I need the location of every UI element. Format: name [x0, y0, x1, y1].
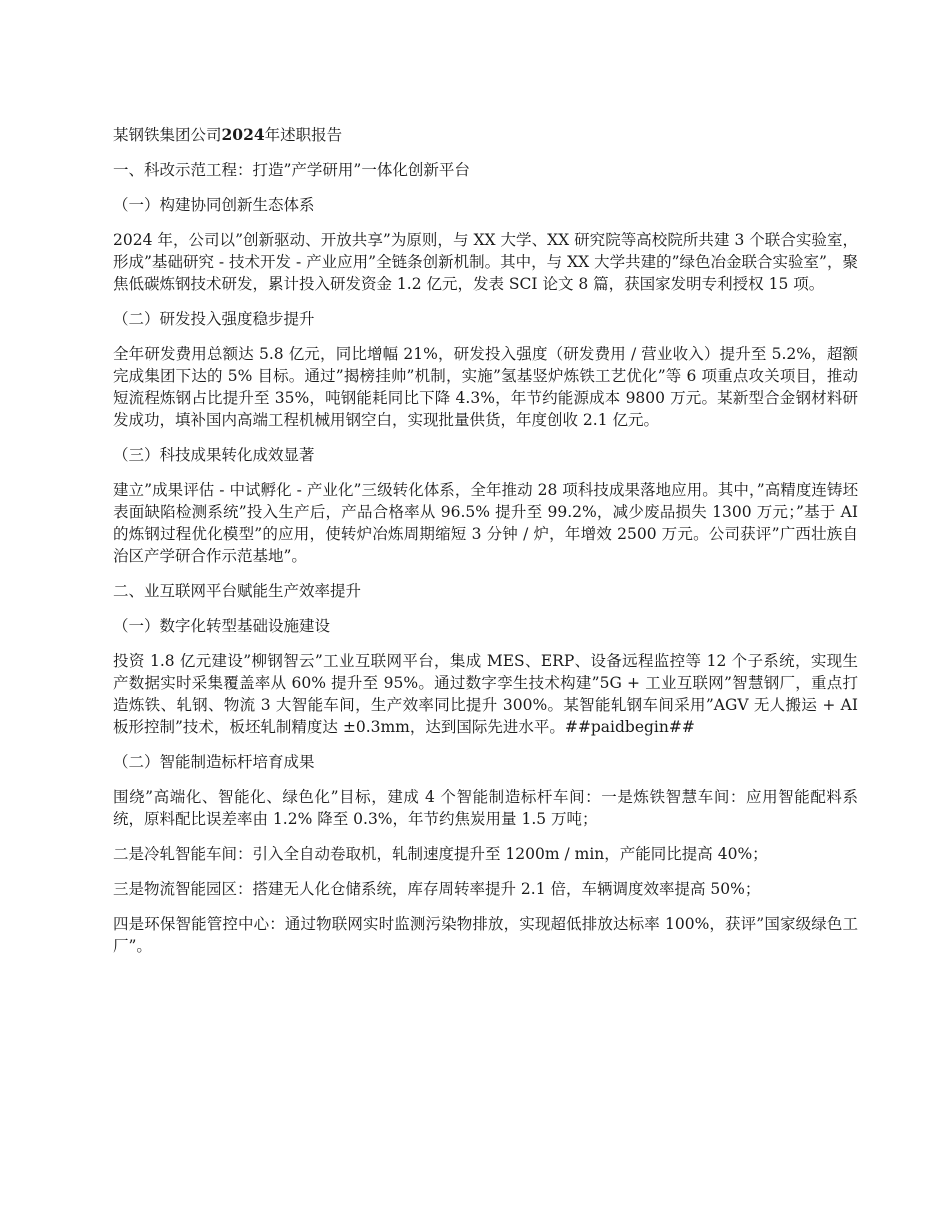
title-prefix: 某钢铁集团公司	[113, 126, 222, 144]
paragraph: 建立”成果评估 - 中试孵化 - 产业化”三级转化体系，全年推动 28 项科技成果落地应用。其中，”高精度连铸坯表面缺陷检测系统”投入生产后，产品合格率从 96.5% 提升至 99.2%，减少废品损失 1300 万元；”基于 AI 的炼钢过程优化模型”的应用，使转炉冶炼周期缩短 3 分钟 / 炉，年增效 2500 万元。公司获评”广西壮族自治区产学研合作示范基地”。	[113, 481, 858, 565]
document-title	[113, 124, 858, 146]
title-suffix: 年述职报告	[264, 126, 343, 144]
subsection-heading-1-1: （一）构建协同创新生态体系	[113, 196, 315, 214]
subsection-heading-2-1: （一）数字化转型基础设施建设	[113, 617, 331, 635]
title-year: 2024	[221, 125, 265, 144]
subsection-heading-2-2: （二）智能制造标杆培育成果	[113, 753, 315, 771]
subsection-heading-1-2: （二）研发投入强度稳步提升	[113, 310, 315, 328]
paragraph: 四是环保智能管控中心：通过物联网实时监测污染物排放，实现超低排放达标率 100%，获评”国家级绿色工厂”。	[113, 915, 858, 955]
section-heading-2: 二、业互联网平台赋能生产效率提升	[113, 582, 362, 600]
section-heading-1: 一、科改示范工程：打造”产学研用”一体化创新平台	[113, 161, 470, 179]
paragraph: 围绕”高端化、智能化、绿色化”目标，建成 4 个智能制造标杆车间：一是炼铁智慧车间：应用智能配料系统，原料配比误差率由 1.2% 降至 0.3%，年节约焦炭用量 1.5 万吨；	[113, 788, 858, 828]
subsection-heading-1-3: （三）科技成果转化成效显著	[113, 446, 315, 464]
paragraph: 三是物流智能园区：搭建无人化仓储系统，库存周转率提升 2.1 倍，车辆调度效率提高 50%；	[113, 880, 761, 898]
paragraph: 全年研发费用总额达 5.8 亿元，同比增幅 21%，研发投入强度（研发费用 / 营业收入）提升至 5.2%，超额完成集团下达的 5% 目标。通过”揭榜挂帅”机制，实施”氢基竖炉炼铁工艺优化”等 6 项重点攻关项目，推动短流程炼钢占比提升至 35%，吨钢能耗同比下降 4.3%，年节约能源成本 9800 万元。某新型合金钢材料研发成功，填补国内高端工程机械用钢空白，实现批量供货，年度创收 2.1 亿元。	[113, 345, 858, 429]
paragraph: 2024 年，公司以”创新驱动、开放共享”为原则，与 XX 大学、XX 研究院等高校院所共建 3 个联合实验室，形成”基础研究 - 技术开发 - 产业应用”全链条创新机制。其中，与 XX 大学共建的”绿色冶金联合实验室”，聚焦低碳炼钢技术研发，累计投入研发资金 1.2 亿元，发表 SCI 论文 8 篇，获国家发明专利授权 15 项。	[113, 231, 858, 293]
paragraph: 投资 1.8 亿元建设”柳钢智云”工业互联网平台，集成 MES、ERP、设备远程监控等 12 个子系统，实现生产数据实时采集覆盖率从 60% 提升至 95%。通过数字孪生技术构建”5G + 工业互联网”智慧钢厂，重点打造炼铁、轧钢、物流 3 大智能车间，生产效率同比提升 300%。某智能轧钢车间采用”AGV 无人搬运 + AI 板形控制”技术，板坯轧制精度达 ±0.3mm，达到国际先进水平。##paidbegin##	[113, 652, 858, 736]
paragraph: 二是冷轧智能车间：引入全自动卷取机，轧制速度提升至 1200m / min，产能同比提高 40%；	[113, 845, 768, 863]
document-page	[113, 124, 858, 970]
